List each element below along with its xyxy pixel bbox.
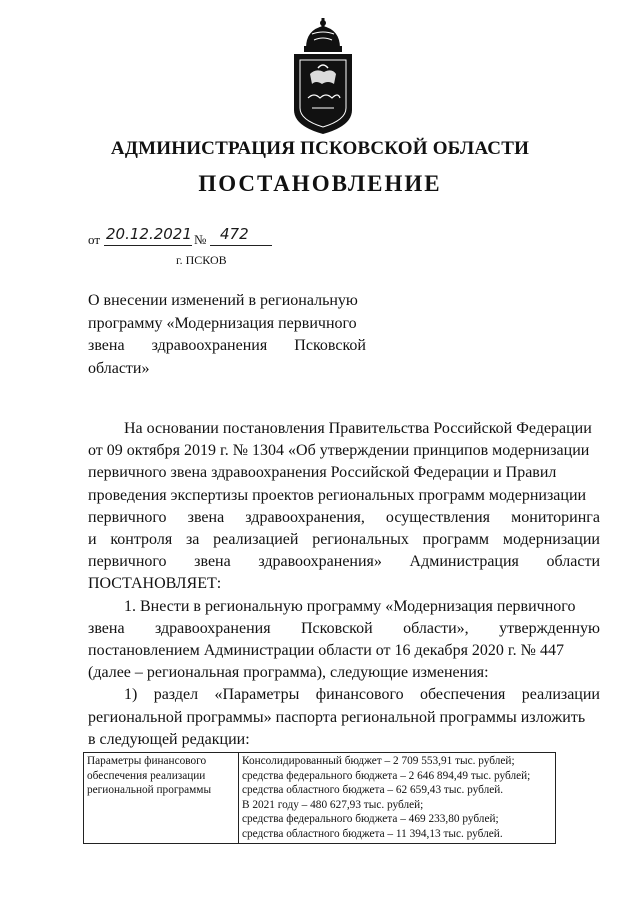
value-line: средства областного бюджета – 11 394,13 тыс. рублей. bbox=[242, 827, 503, 840]
date-value: 20.12.2021 bbox=[106, 225, 192, 243]
paragraph-line: ПОСТАНОВЛЯЕТ: bbox=[88, 575, 222, 593]
parameter-values bbox=[239, 753, 556, 844]
paragraph-line: первичного звена здравоохранения Российской Федерации и Правил bbox=[88, 464, 557, 482]
number-underline bbox=[210, 245, 272, 246]
paragraph-line: и контроля за реализацией региональных программ модернизации bbox=[88, 531, 600, 549]
paragraph-line: от 09 октября 2019 г. № 1304 «Об утверждении принципов модернизации bbox=[88, 442, 590, 460]
document-subject bbox=[88, 290, 366, 380]
date-underline bbox=[104, 245, 192, 246]
date-label: от bbox=[88, 232, 101, 247]
value-line: В 2021 году – 480 627,93 тыс. рублей; bbox=[242, 798, 424, 811]
value-line: средства областного бюджета – 62 659,43 тыс. рублей. bbox=[242, 784, 504, 797]
subject-line: программу «Модернизация первичного bbox=[88, 314, 357, 332]
paragraph-line: 1) раздел «Параметры финансового обеспечения реализации bbox=[124, 686, 600, 704]
paragraph-line: в следующей редакции: bbox=[88, 730, 250, 748]
organization-name: АДМИНИСТРАЦИЯ ПСКОВСКОЙ ОБЛАСТИ bbox=[110, 138, 530, 159]
paragraph-line: (далее – региональная программа), следующие изменения: bbox=[88, 664, 489, 682]
value-line: средства федерального бюджета – 469 233,80 рублей; bbox=[242, 813, 499, 826]
value-line: Консолидированный бюджет – 2 709 553,91 тыс. рублей; bbox=[242, 755, 515, 767]
date-number-line bbox=[88, 225, 288, 247]
paragraph-line: первичного звена здравоохранения» Администрация области bbox=[88, 553, 600, 571]
value-line: средства федерального бюджета – 2 646 894,49 тыс. рублей; bbox=[242, 769, 531, 782]
paragraph-line: региональной программы» паспорта региональной программы изложить bbox=[88, 708, 586, 726]
number-value: 472 bbox=[220, 225, 249, 243]
document-type: ПОСТАНОВЛЕНИЕ bbox=[198, 171, 442, 196]
coat-of-arms-icon bbox=[288, 18, 358, 136]
city-label: г. ПСКОВ bbox=[176, 253, 227, 267]
document-body bbox=[88, 418, 600, 751]
parameter-label: Параметры финансового обеспечения реализации региональной программы bbox=[84, 753, 239, 844]
subject-line: звена здравоохранения Псковской bbox=[88, 337, 366, 354]
paragraph-line: 1. Внести в региональную программу «Модернизация первичного bbox=[124, 597, 576, 615]
number-label: № bbox=[194, 232, 207, 247]
subject-line: О внесении изменений в региональную bbox=[88, 292, 358, 309]
paragraph-line: На основании постановления Правительства Российской Федерации bbox=[124, 420, 592, 437]
paragraph-line: звена здравоохранения Псковской области», утвержденную bbox=[88, 619, 600, 637]
paragraph-line: проведения экспертизы проектов региональных программ модернизации bbox=[88, 486, 587, 504]
table-row bbox=[84, 753, 556, 844]
subject-line: области» bbox=[88, 359, 150, 377]
financing-table bbox=[83, 752, 556, 844]
paragraph-line: первичного звена здравоохранения, осуществления мониторинга bbox=[88, 508, 600, 526]
paragraph-line: постановлением Администрации области от 16 декабря 2020 г. № 447 bbox=[88, 642, 564, 660]
